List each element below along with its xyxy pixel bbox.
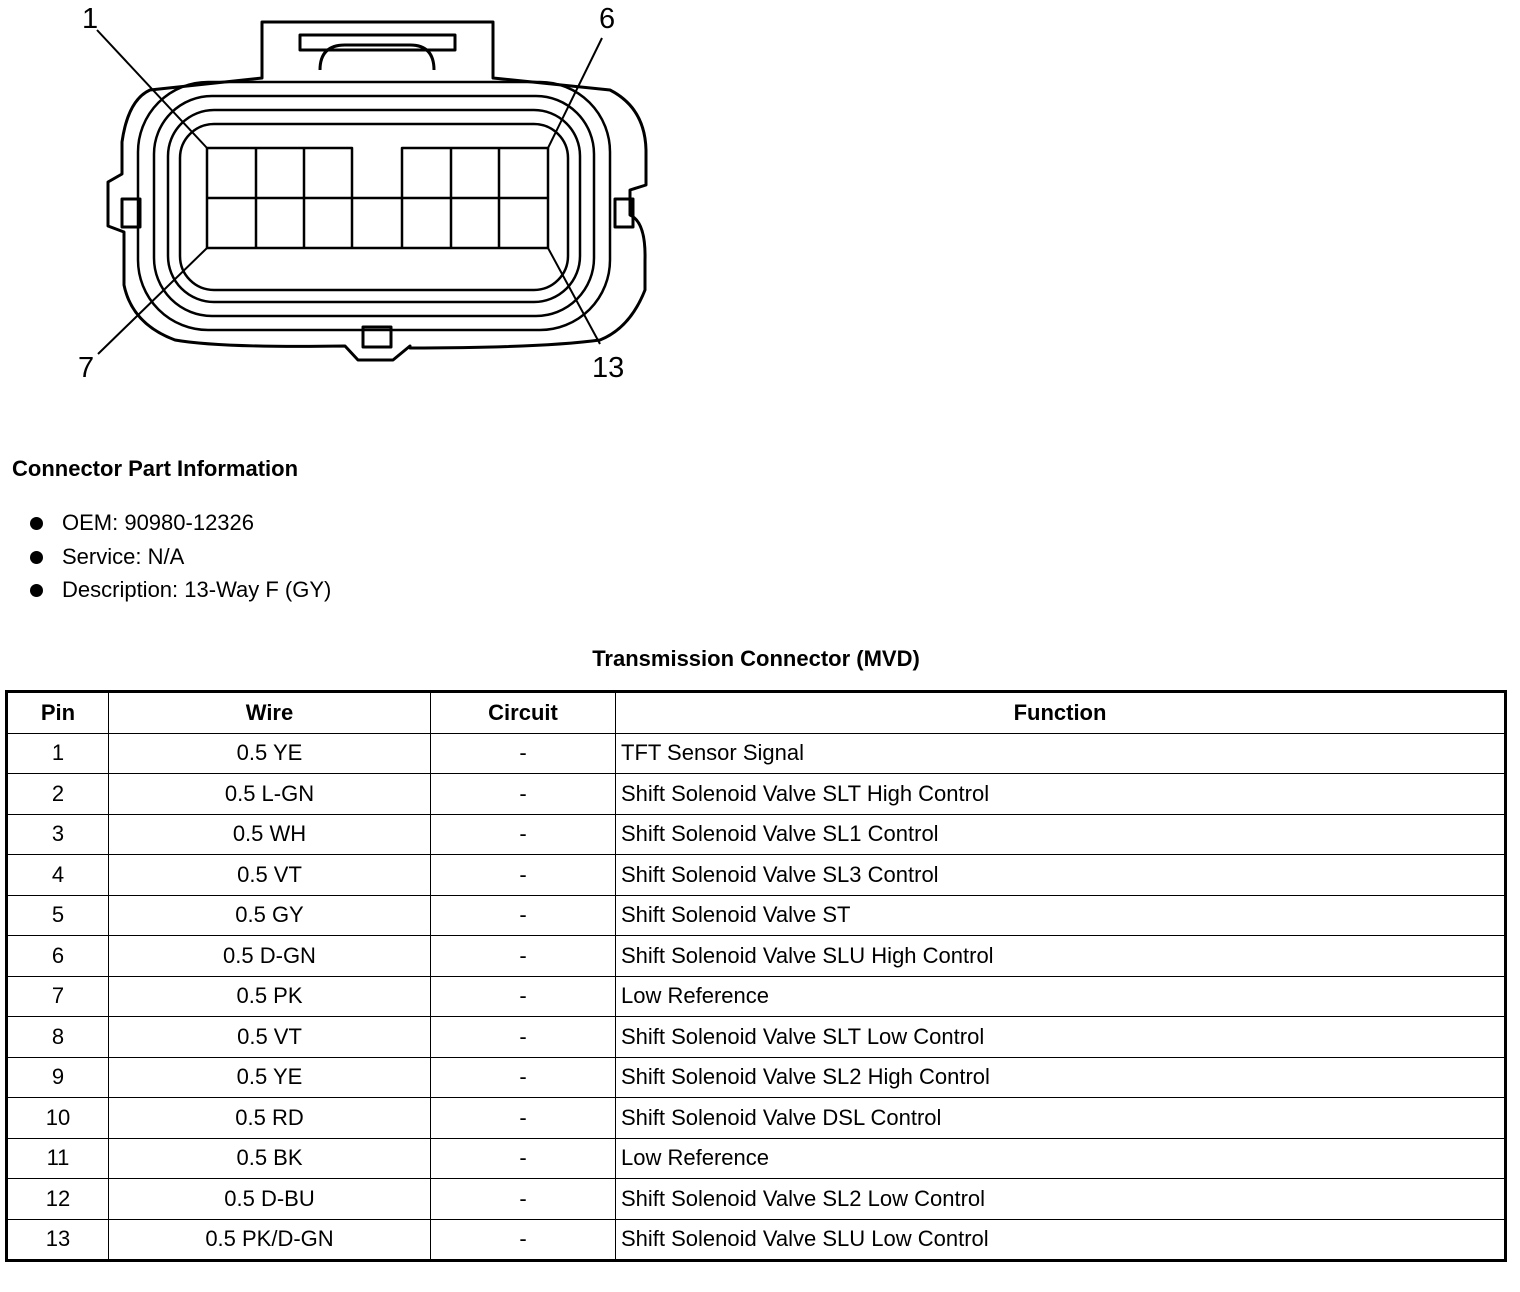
top-latch <box>300 35 455 70</box>
cell-function: Shift Solenoid Valve SLT Low Control <box>616 1017 1506 1058</box>
table-row <box>7 733 1506 774</box>
pin-label-13: 13 <box>592 352 625 384</box>
cell-wire: 0.5 WH <box>109 814 431 855</box>
table-row <box>7 1057 1506 1098</box>
cell-function: Shift Solenoid Valve SLT High Control <box>616 774 1506 815</box>
cell-function: Shift Solenoid Valve SL1 Control <box>616 814 1506 855</box>
cell-pin: 7 <box>7 976 109 1017</box>
bullet-icon <box>30 551 43 564</box>
cell-wire: 0.5 L-GN <box>109 774 431 815</box>
part-info-text: OEM: 90980-12326 <box>62 510 255 535</box>
cell-pin: 5 <box>7 895 109 936</box>
cell-circuit: - <box>431 1219 616 1261</box>
cell-pin: 13 <box>7 1219 109 1261</box>
cell-circuit: - <box>431 733 616 774</box>
cell-pin: 9 <box>7 1057 109 1098</box>
cell-wire: 0.5 YE <box>109 733 431 774</box>
pin-cavity-grid <box>207 148 548 248</box>
part-info-item-oem <box>30 506 331 540</box>
part-info-list <box>30 506 331 607</box>
pin-label-6: 6 <box>599 3 616 35</box>
cell-function: Shift Solenoid Valve SLU High Control <box>616 936 1506 977</box>
cell-wire: 0.5 D-GN <box>109 936 431 977</box>
cell-wire: 0.5 RD <box>109 1098 431 1139</box>
seal-ring-1 <box>138 82 610 330</box>
cell-function: Shift Solenoid Valve ST <box>616 895 1506 936</box>
bullet-icon <box>30 517 43 530</box>
cell-function: Shift Solenoid Valve SL3 Control <box>616 855 1506 896</box>
header-pin: Pin <box>7 692 109 734</box>
cell-circuit: - <box>431 936 616 977</box>
cell-circuit: - <box>431 774 616 815</box>
cell-function: Shift Solenoid Valve DSL Control <box>616 1098 1506 1139</box>
table-header-row <box>7 692 1506 734</box>
pin-label-7: 7 <box>78 352 95 384</box>
part-info-text: Description: 13-Way F (GY) <box>62 577 332 602</box>
table-row <box>7 1219 1506 1261</box>
cell-function: Shift Solenoid Valve SL2 Low Control <box>616 1179 1506 1220</box>
table-row <box>7 855 1506 896</box>
cell-circuit: - <box>431 1138 616 1179</box>
cell-wire: 0.5 VT <box>109 1017 431 1058</box>
table-body <box>7 733 1506 1261</box>
table-row <box>7 814 1506 855</box>
connector-face-diagram <box>0 0 700 400</box>
cell-wire: 0.5 VT <box>109 855 431 896</box>
bullet-icon <box>30 584 43 597</box>
table-row <box>7 1098 1506 1139</box>
leader-line-6 <box>548 38 602 148</box>
cell-pin: 2 <box>7 774 109 815</box>
cell-function: Low Reference <box>616 976 1506 1017</box>
leader-line-1 <box>97 30 207 148</box>
cell-pin: 6 <box>7 936 109 977</box>
header-circuit: Circuit <box>431 692 616 734</box>
cell-wire: 0.5 D-BU <box>109 1179 431 1220</box>
cell-pin: 8 <box>7 1017 109 1058</box>
part-info-item-service <box>30 540 331 574</box>
header-function: Function <box>616 692 1506 734</box>
cell-function: Shift Solenoid Valve SL2 High Control <box>616 1057 1506 1098</box>
seal-ring-3 <box>168 110 580 302</box>
cell-circuit: - <box>431 1017 616 1058</box>
cell-pin: 12 <box>7 1179 109 1220</box>
cell-circuit: - <box>431 814 616 855</box>
cell-circuit: - <box>431 1057 616 1098</box>
cell-function: Shift Solenoid Valve SLU Low Control <box>616 1219 1506 1261</box>
table-row <box>7 895 1506 936</box>
cell-circuit: - <box>431 855 616 896</box>
cell-circuit: - <box>431 895 616 936</box>
cell-circuit: - <box>431 976 616 1017</box>
table-row <box>7 1017 1506 1058</box>
cell-wire: 0.5 BK <box>109 1138 431 1179</box>
pinout-table <box>5 690 1507 1262</box>
cell-wire: 0.5 PK <box>109 976 431 1017</box>
part-info-item-description <box>30 573 331 607</box>
cell-pin: 4 <box>7 855 109 896</box>
cell-wire: 0.5 GY <box>109 895 431 936</box>
pin-label-1: 1 <box>82 3 99 35</box>
leader-line-7 <box>98 248 207 354</box>
cell-pin: 1 <box>7 733 109 774</box>
cell-pin: 11 <box>7 1138 109 1179</box>
table-row <box>7 1138 1506 1179</box>
cell-pin: 3 <box>7 814 109 855</box>
cell-pin: 10 <box>7 1098 109 1139</box>
table-row <box>7 936 1506 977</box>
header-wire: Wire <box>109 692 431 734</box>
part-info-text: Service: N/A <box>62 543 185 569</box>
table-title: Transmission Connector (MVD) <box>592 646 920 671</box>
part-info-heading: Connector Part Information <box>12 456 299 481</box>
table-row <box>7 976 1506 1017</box>
cell-wire: 0.5 PK/D-GN <box>109 1219 431 1261</box>
table-row <box>7 774 1506 815</box>
cell-function: TFT Sensor Signal <box>616 733 1506 774</box>
table-row <box>7 1179 1506 1220</box>
cell-wire: 0.5 YE <box>109 1057 431 1098</box>
cell-circuit: - <box>431 1098 616 1139</box>
cell-function: Low Reference <box>616 1138 1506 1179</box>
cell-circuit: - <box>431 1179 616 1220</box>
seal-ring-2 <box>154 96 594 316</box>
